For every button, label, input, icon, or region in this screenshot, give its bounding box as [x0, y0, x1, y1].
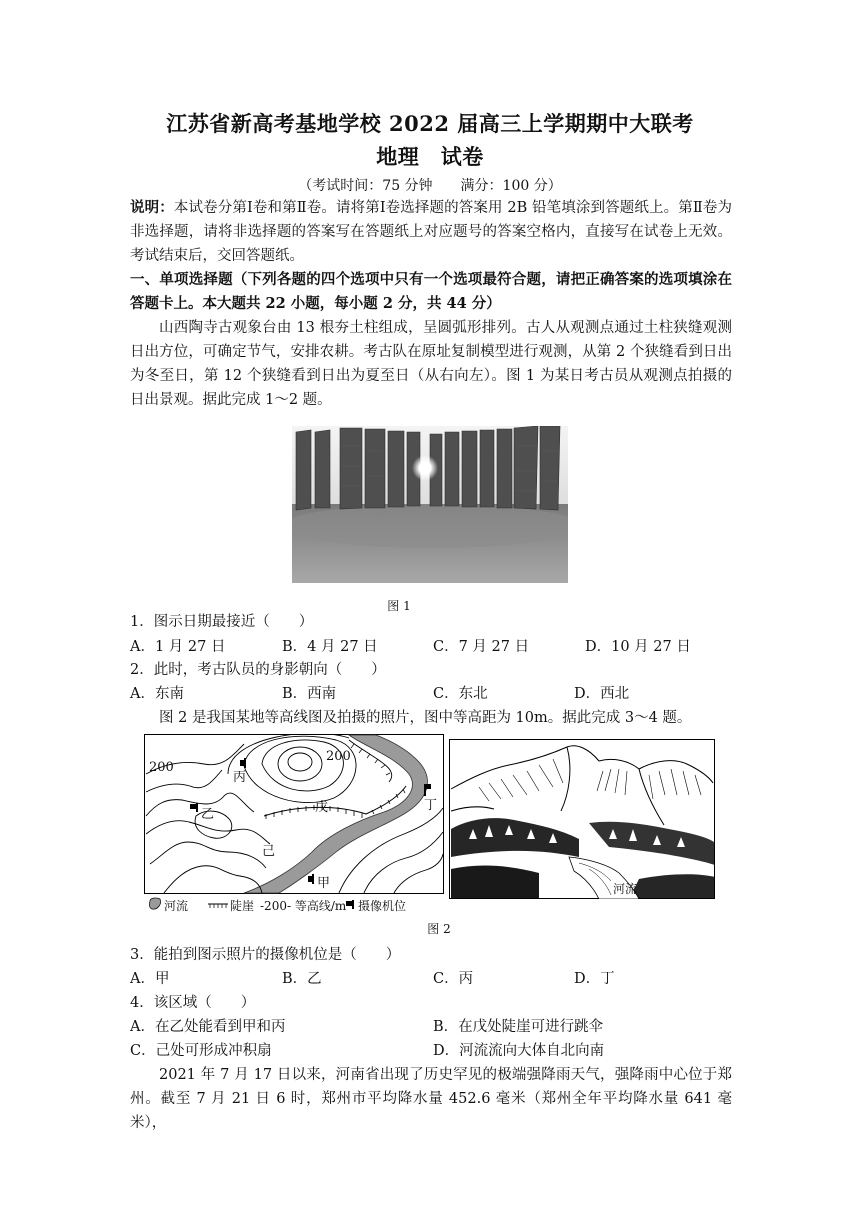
figure1-caption: 图 1: [387, 599, 411, 613]
map-label-yi: 乙: [201, 807, 215, 822]
map-label-wu: 戊: [315, 800, 329, 815]
question-2-options: [130, 682, 732, 706]
q3-option-d[interactable]: D．丁: [574, 971, 615, 987]
exam-subject: 地理 试卷: [376, 144, 484, 169]
passage1: 山西陶寺古观象台由 13 根夯土柱组成，呈圆弧形排列。古人从观测点通过土柱狭缝观测日出方位，可确定节气，安排农耕。考古队在原址复制模型进行观测，从第 2 个狭缝看到日出为冬至日，第 12 个狭缝看到日出为夏至日（从右向左）。图 1 为某日考古员从观测点拍摄的日出景观。据此完成 1～2 题。: [130, 320, 732, 408]
question-4-options-row1: [130, 1015, 732, 1039]
q2-option-a[interactable]: A．东南: [130, 686, 184, 702]
q3-option-a[interactable]: A．甲: [130, 971, 170, 987]
question-4-options-row2: [130, 1039, 732, 1063]
exam-info: （考试时间：75 分钟 满分：100 分）: [298, 178, 562, 194]
question-3-options: [130, 967, 732, 991]
passage3: 2021 年 7 月 17 日以来，河南省出现了历史罕见的极端强降雨天气，强降雨中心位于郑州。截至 7 月 21 日 6 时，郑州市平均降水量 452.6 毫米（郑州全年平均降水量 641 毫米），: [130, 1067, 732, 1131]
legend-cliff: 陡崖: [230, 899, 255, 913]
q4-option-d[interactable]: D．河流流向大体自北向南: [433, 1043, 605, 1059]
instructions-text: 本试卷分第Ⅰ卷和第Ⅱ卷。请将第Ⅰ卷选择题的答案用 2B 铅笔填涂到答题纸上。第Ⅱ卷为非选择题，请将非选择题的答案写在答题纸上对应题号的答案空格内，直接写在试卷上无效。考试结束后，交回答题纸。: [130, 200, 732, 264]
legend-contour: -200- 等高线/m: [260, 899, 347, 913]
legend-camera: 摄像机位: [358, 899, 407, 913]
q4-option-a[interactable]: A．在乙处能看到甲和丙: [130, 1019, 286, 1035]
q4-option-c[interactable]: C．己处可形成冲积扇: [130, 1043, 272, 1059]
question-1-options: [130, 635, 732, 659]
q3-option-c[interactable]: C．丙: [433, 971, 474, 987]
figure2-caption: 图 2: [427, 922, 451, 936]
passage2: 图 2 是我国某地等高线图及拍摄的照片，图中等高距为 10m。据此完成 3～4 题。: [159, 710, 692, 726]
map-label-200-left: 200: [149, 760, 174, 775]
q4-option-b[interactable]: B．在戊处陡崖可进行跳伞: [433, 1019, 604, 1035]
instructions-label: 说明：: [130, 199, 174, 216]
q1-option-d[interactable]: D．10 月 27 日: [585, 639, 691, 655]
q2-option-d[interactable]: D．西北: [574, 686, 630, 702]
q2-option-c[interactable]: C．东北: [433, 686, 488, 702]
contour-map: [144, 734, 444, 914]
question-4-stem: 4．该区域（ ）: [130, 995, 256, 1011]
question-2-stem: 2．此时，考古队员的身影朝向（ ）: [130, 662, 386, 678]
landscape-sketch: [449, 739, 715, 899]
observatory-photo: [292, 426, 568, 583]
q1-option-b[interactable]: B．4 月 27 日: [282, 639, 378, 655]
q1-option-a[interactable]: A．1 月 27 日: [130, 639, 226, 655]
instructions: [130, 196, 732, 268]
sketch-river-label: 河流: [613, 882, 638, 896]
question-1-stem: 1．图示日期最接近（ ）: [130, 614, 314, 630]
question-3-stem: 3．能拍到图示照片的摄像机位是（ ）: [130, 947, 401, 963]
legend-river: 河流: [164, 899, 189, 913]
map-label-ding: 丁: [424, 798, 438, 813]
q1-option-c[interactable]: C．7 月 27 日: [433, 639, 530, 655]
section1-heading: 一、单项选择题（下列各题的四个选项中只有一个选项最符合题，请把正确答案的选项填涂在答题卡上。本大题共 22 小题，每小题 2 分，共 44 分）: [130, 271, 732, 312]
map-label-200-right: 200: [326, 749, 351, 764]
map-label-ji: 己: [262, 844, 276, 859]
q2-option-b[interactable]: B．西南: [282, 686, 337, 702]
map-label-jia: 甲: [317, 876, 331, 891]
map-label-bing: 丙: [233, 770, 247, 785]
q3-option-b[interactable]: B．乙: [282, 971, 322, 987]
exam-title: 江苏省新高考基地学校 2022 届高三上学期期中大联考: [166, 111, 694, 136]
